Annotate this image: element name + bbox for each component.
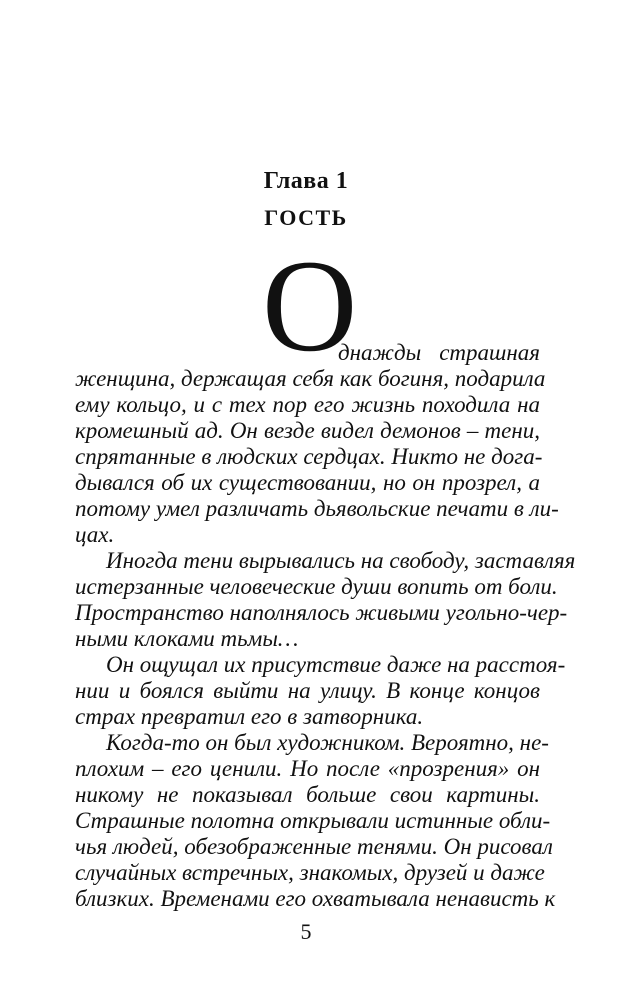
text-line: Когда-то он был художником. Вероятно, не- — [106, 730, 549, 755]
text-line: близких. Временами его охватывала ненависть к — [75, 886, 556, 911]
text-line: плохим – его ценили. Но после «прозрения» он — [75, 756, 540, 781]
text-line: днажды страшная — [338, 340, 540, 365]
text-line: женщина, держащая себя как богиня, подарила — [75, 366, 546, 391]
text-line: Страшные полотна открывали истинные обли- — [75, 808, 551, 833]
text-line: ными клоками тьмы… — [75, 626, 299, 651]
text-line: истерзанные человеческие души вопить от боли. — [75, 574, 558, 599]
text-line: случайных встречных, знакомых, друзей и даже — [75, 860, 545, 885]
chapter-number: Глава 1 — [263, 168, 349, 194]
text-line: дывался об их существовании, но он прозрел, а — [75, 470, 540, 495]
text-line: спрятанные в людских сердцах. Никто не дога- — [75, 444, 543, 469]
chapter-title: ГОСТЬ — [264, 205, 348, 230]
drop-cap: О — [262, 232, 358, 379]
text-line: цах. — [75, 522, 115, 547]
text-line: никому не показывал больше свои картины. — [75, 782, 540, 807]
text-line: нии и боялся выйти на улицу. В конце концов — [75, 678, 540, 703]
text-line: чья людей, обезображенные тенями. Он рисовал — [75, 834, 553, 859]
text-line: Иногда тени вырывались на свободу, заставляя — [106, 548, 576, 573]
text-line: кромешный ад. Он везде видел демонов – тени, — [75, 418, 540, 443]
text-line: Он ощущал их присутствие даже на расстоя- — [106, 652, 566, 677]
text-line: ему кольцо, и с тех пор его жизнь походила на — [75, 392, 540, 417]
page-number: 5 — [300, 919, 312, 944]
text-line: страх превратил его в затворника. — [75, 704, 424, 729]
text-line: потому умел различать дьявольские печати в ли- — [75, 496, 559, 521]
text-line: Пространство наполнялось живыми угольно-чер- — [75, 600, 568, 625]
